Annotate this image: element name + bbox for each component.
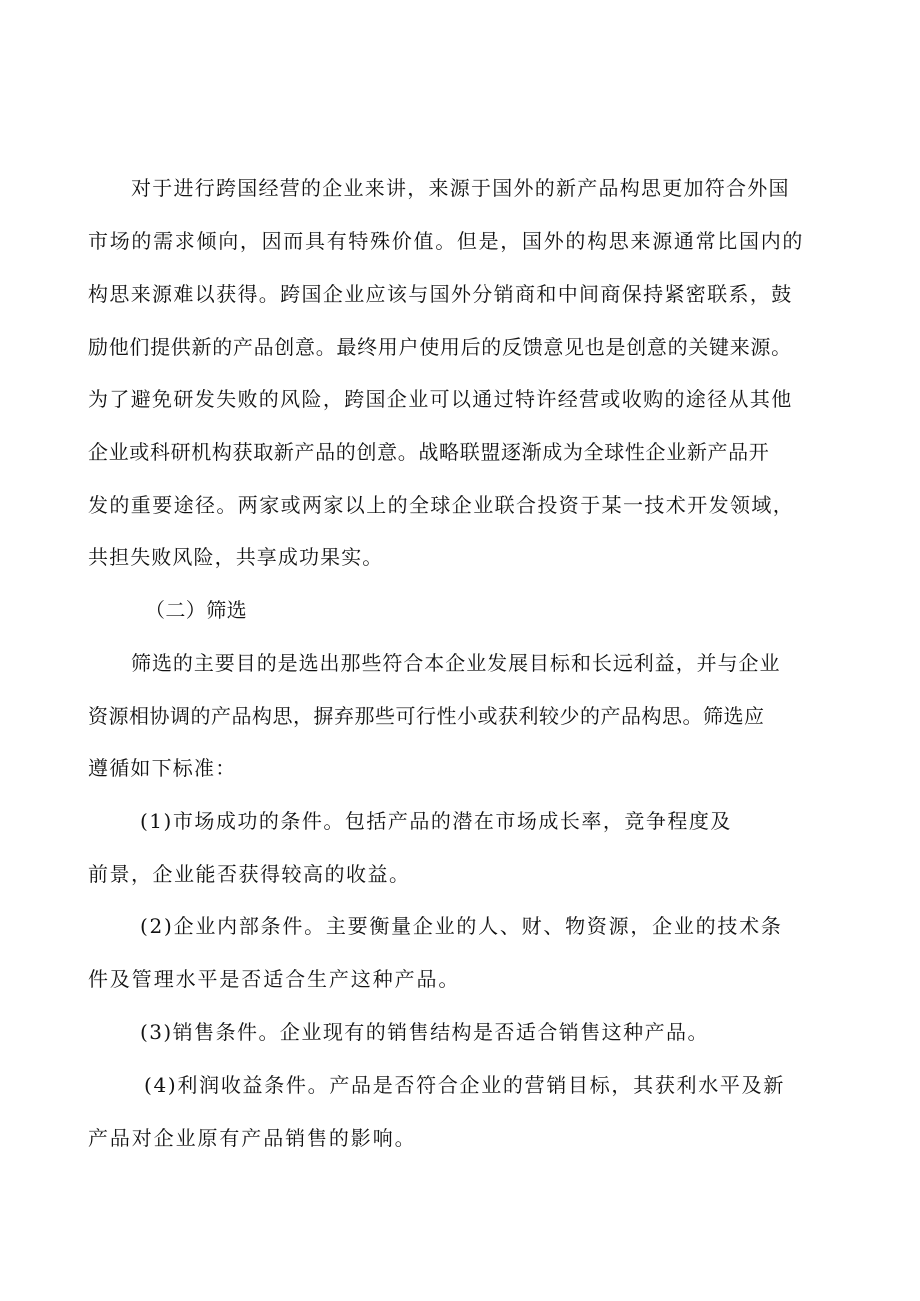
paragraph-line: 共担失败风险，共享成功果实。 bbox=[88, 545, 384, 569]
paragraph-line: 构思来源难以获得。跨国企业应该与国外分销商和中间商保持紧密联系，鼓 bbox=[88, 282, 793, 306]
section-heading: （二）筛选 bbox=[145, 598, 247, 622]
criteria-line: (4)利润收益条件。产品是否符合企业的营销目标，其获利水平及新 bbox=[144, 1073, 786, 1097]
paragraph-line: 市场的需求倾向，因而具有特殊价值。但是，国外的构思来源通常比国内的 bbox=[88, 229, 805, 253]
criteria-line: 产品对企业原有产品销售的影响。 bbox=[88, 1126, 417, 1150]
paragraph-line: 发的重要途径。两家或两家以上的全球企业联合投资于某一技术开发领域， bbox=[88, 493, 795, 517]
paragraph-line: 筛选的主要目的是选出那些符合本企业发展目标和长远利益，并与企业 bbox=[131, 651, 781, 675]
paragraph-line: 对于进行跨国经营的企业来讲，来源于国外的新产品构思更加符合外国 bbox=[131, 176, 790, 200]
paragraph-line: 企业或科研机构获取新产品的创意。战略联盟逐渐成为全球性企业新产品开 bbox=[88, 440, 770, 464]
criteria-line: 前景，企业能否获得较高的收益。 bbox=[88, 862, 411, 886]
paragraph-line: 资源相协调的产品构思，摒弃那些可行性小或获利较少的产品构思。筛选应 bbox=[88, 704, 765, 728]
criteria-line: (2)企业内部条件。主要衡量企业的人、财、物资源，企业的技术条 bbox=[140, 914, 783, 938]
criteria-line: 件及管理水平是否适合生产这种产品。 bbox=[88, 967, 461, 991]
criteria-line: (1)市场成功的条件。包括产品的潜在市场成长率，竞争程度及 bbox=[140, 809, 732, 833]
paragraph-line: 遵循如下标准： bbox=[88, 756, 237, 780]
criteria-line: (3)销售条件。企业现有的销售结构是否适合销售这种产品。 bbox=[140, 1020, 709, 1044]
paragraph-line: 励他们提供新的产品创意。最终用户使用后的反馈意见也是创意的关键来源。 bbox=[88, 335, 792, 359]
paragraph-line: 为了避免研发失败的风险，跨国企业可以通过特许经营或收购的途径从其他 bbox=[88, 387, 793, 411]
